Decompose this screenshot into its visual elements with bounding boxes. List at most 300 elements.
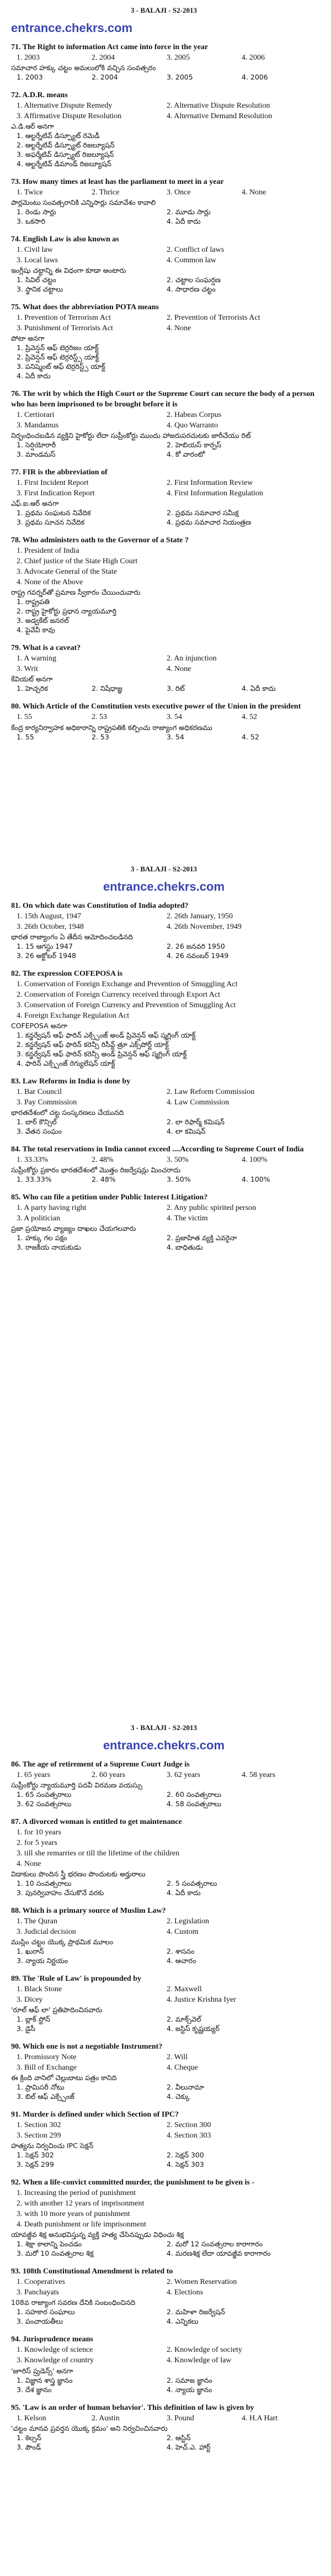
telugu-option: 1. ప్రామిసరీ నోటు bbox=[17, 2083, 65, 2092]
option: 3. Panchayats bbox=[17, 2288, 59, 2297]
option: 2. Section 300 bbox=[167, 2121, 211, 2130]
question-stem: 91. Murder is defined under which Section of IPC? bbox=[11, 2110, 179, 2119]
question-stem: 93. 108th Constitutional Amendment is related to bbox=[11, 2267, 173, 2276]
telugu-options bbox=[11, 1946, 317, 1965]
question-stem: 73. How many times at least has the parliament to meet in a year bbox=[11, 177, 224, 186]
telugu-option: 1. 2003 bbox=[17, 72, 43, 81]
telugu-option: 2. చట్టాల సంఘర్షణ bbox=[167, 275, 221, 284]
english-options bbox=[11, 2345, 317, 2366]
telugu-stem: భారత రాజ్యాంగం ఏ తేదీన ఆమోదించబడినది bbox=[11, 932, 133, 941]
option: 4. H.A Hart bbox=[242, 2414, 278, 2422]
option: 4. The victim bbox=[167, 1214, 208, 1223]
telugu-option: 4. చెక్కు bbox=[167, 2092, 190, 2101]
question bbox=[11, 90, 317, 168]
telugu-option: 2. రాష్ట్ర హైకోర్టు ప్రధాన న్యాయమూర్తి bbox=[17, 607, 117, 616]
telugu-option: 1. కెల్సన్ bbox=[17, 2433, 41, 2442]
page-header: 3 - BALAJI - S2-2013 bbox=[131, 1723, 197, 1732]
telugu-stem: 108వ రాజ్యాంగ సవరణ దేనికి సంబంధించినది bbox=[11, 2298, 136, 2307]
telugu-option: 4. ఆల్టర్నేటివ్ డిమాండ్ రిజల్యూషన్ bbox=[17, 159, 111, 168]
option: 3. Writ bbox=[17, 665, 38, 674]
telugu-stem: ఎ.డి.ఆర్ అనగా bbox=[11, 121, 54, 130]
option: 1. for 10 years bbox=[17, 1828, 61, 1837]
option: 1. A warning bbox=[17, 654, 56, 663]
option: 3. Bill of Exchange bbox=[17, 2064, 77, 2072]
question bbox=[11, 969, 317, 1068]
question-stem: 82. The expression COFEPOSA is bbox=[11, 969, 123, 978]
question bbox=[11, 643, 317, 693]
telugu-stem: ప్రజా ప్రయోజన వ్యాజ్యం దాఖలు చేయగలవారు bbox=[11, 1224, 136, 1233]
english-options bbox=[11, 1770, 317, 1780]
telugu-option: 4. పైవేవీ కావు bbox=[17, 626, 55, 634]
telugu-option: 3. వేతన సంఘం bbox=[17, 1126, 62, 1135]
telugu-option: 3. న్యాయ నిర్ణయం bbox=[17, 1956, 68, 1965]
option: 3. 50% bbox=[167, 1155, 189, 1164]
telugu-option: 2. 60 సంవత్సరాలు bbox=[167, 1790, 222, 1799]
telugu-option: 3. సెక్షన్ 299 bbox=[17, 2160, 54, 2169]
option: 3. Knowledge of country bbox=[17, 2356, 94, 2365]
telugu-option: 4. కో వారంటో bbox=[167, 450, 205, 459]
question bbox=[11, 1759, 317, 1808]
question-stem: 86. The age of retirement of a Supreme Court Judge is bbox=[11, 1760, 190, 1769]
question bbox=[11, 2109, 317, 2169]
telugu-option: 1. హెచ్చరిక bbox=[17, 684, 48, 693]
english-options bbox=[11, 100, 317, 121]
option: 1. 65 years bbox=[17, 1770, 51, 1779]
option: 4. None of the Above bbox=[17, 578, 83, 587]
option: 2. Law Reform Commission bbox=[167, 1087, 255, 1096]
option: 2. Women Reservation bbox=[167, 2278, 237, 2287]
question bbox=[11, 302, 317, 380]
question bbox=[11, 1974, 317, 2033]
option: 4. 26th November, 1949 bbox=[167, 922, 242, 931]
question bbox=[11, 1076, 317, 1136]
option: 1. Bar Council bbox=[17, 1087, 62, 1096]
telugu-options bbox=[11, 684, 317, 693]
question-stem: 81. On which date was Constitution of India adopted? bbox=[11, 901, 189, 910]
telugu-option: 4. న్యాయ జ్ఞానం bbox=[167, 2385, 212, 2394]
english-options bbox=[11, 546, 317, 588]
english-options bbox=[11, 1984, 317, 2005]
option: 2. Chief justice of the State High Court bbox=[17, 557, 138, 566]
telugu-options bbox=[11, 1790, 317, 1808]
telugu-option: 1. సివిల్ చట్టం bbox=[17, 275, 56, 284]
option: 4. 52 bbox=[242, 713, 257, 722]
question-stem: 88. Which is a primary source of Muslim Law? bbox=[11, 1906, 166, 1915]
telugu-option: 1. 10 సంవత్సరాలు bbox=[17, 1879, 72, 1887]
option: 2. An injunction bbox=[167, 654, 217, 663]
option: 4. Knowledge of law bbox=[167, 2356, 232, 2365]
option: 4. Section 303 bbox=[167, 2131, 211, 2140]
option: 3. Advocate General of the State bbox=[17, 568, 117, 576]
telugu-stem: 'చట్టం మానవ ప్రవర్తన యొక్క క్రమం' అని నిర్వచించినవారు bbox=[11, 2424, 168, 2432]
telugu-option: 3. స్థానిక చట్టాలు bbox=[17, 284, 63, 293]
question-stem: 85. Who can file a petition under Public Interest Litigation? bbox=[11, 1193, 208, 1202]
option: 4. Elections bbox=[167, 2288, 204, 2297]
english-options bbox=[11, 2188, 317, 2230]
option: 1. First Incident Report bbox=[17, 479, 89, 488]
telugu-option: 3. 2005 bbox=[167, 72, 193, 81]
telugu-option: 3. మరో 10 సంవత్సరాల శిక్ష bbox=[17, 2249, 94, 2258]
telugu-option: 4. ఎన్నికలు bbox=[167, 2317, 199, 2326]
option: 2. 53 bbox=[92, 713, 107, 722]
telugu-stem: ఎఫ్.ఐ.ఆర్ అనగా bbox=[11, 499, 59, 508]
english-options bbox=[11, 911, 317, 932]
telugu-option: 1. ప్రివెన్షన్ ఆఫ్ టెర్రరిజం యాక్ట్ bbox=[17, 343, 99, 352]
option: 3. Mandamus bbox=[17, 421, 59, 430]
option: 1. Twice bbox=[17, 188, 43, 197]
option: 2. Will bbox=[167, 2053, 188, 2062]
telugu-option: 3. అఫర్మేటివ్ డిస్ప్యూట్ రిజల్యూషన్ bbox=[17, 150, 114, 158]
option: 4. Alternative Demand Resolution bbox=[167, 112, 273, 120]
question-stem: 92. When a life-convict committed murder, the punishment to be given is - bbox=[11, 2178, 254, 2187]
telugu-options bbox=[11, 2082, 317, 2101]
question-stem: 74. English Law is also known as bbox=[11, 235, 119, 244]
option: 2. Conflict of laws bbox=[167, 245, 225, 254]
telugu-option: 2. మాక్స్‌వెల్ bbox=[167, 2014, 201, 2023]
telugu-option: 2. 53 bbox=[92, 732, 109, 741]
telugu-option: 3. ఒకసారి bbox=[17, 216, 45, 225]
english-options bbox=[11, 478, 317, 499]
telugu-stem: 'రూల్ ఆఫ్ లా' ప్రతిపాదించినవారు bbox=[11, 2005, 103, 2014]
telugu-options bbox=[11, 1233, 317, 1252]
telugu-option: 4. ఏదీ కాదు bbox=[242, 684, 276, 693]
telugu-option: 4. ఫారిన్ ఎక్స్చేంజ్ రెగ్యులేషన్ యాక్ట్ bbox=[17, 1059, 115, 1067]
question-stem: 76. The writ by which the High Court or the Supreme Court can secure the body of a person who has been imprisoned to be brought before it is bbox=[11, 389, 315, 409]
telugu-option: 4. 2006 bbox=[242, 72, 268, 81]
telugu-options bbox=[11, 131, 317, 168]
telugu-option: 3. 26 అక్టోబర్ 1948 bbox=[17, 951, 77, 960]
option: 1. Certiorari bbox=[17, 411, 55, 420]
english-options bbox=[11, 979, 317, 1021]
telugu-stem: కేవియట్ అనగా bbox=[11, 675, 53, 684]
option: 4. None bbox=[17, 1859, 41, 1868]
option: 1. The Quran bbox=[17, 1917, 57, 1926]
option: 4. Quo Warranto bbox=[167, 421, 218, 430]
telugu-options bbox=[11, 72, 317, 82]
english-options bbox=[11, 1827, 317, 1869]
telugu-option: 1. 65 సంవత్సరాలు bbox=[17, 1790, 72, 1799]
telugu-option: 2. ప్రథమ సమాచార సమీక్ష bbox=[167, 509, 239, 517]
telugu-option: 1. ఖురాన్ bbox=[17, 1946, 44, 1955]
option: 2. Legislation bbox=[167, 1917, 209, 1926]
question bbox=[11, 467, 317, 527]
telugu-options bbox=[11, 343, 317, 380]
question bbox=[11, 42, 317, 82]
question-stem: 80. Which Article of the Constitution vests executive power of the Union in the president bbox=[11, 702, 301, 711]
option: 1. Civil law bbox=[17, 245, 53, 254]
telugu-option: 4. ఆచారం bbox=[167, 1956, 196, 1965]
english-options bbox=[11, 52, 317, 63]
option: 4. None bbox=[167, 665, 191, 674]
telugu-option: 1. సెక్షన్ 302 bbox=[17, 2151, 54, 2160]
telugu-option: 2. ప్రజాహిత వ్యక్తి ఎవరైనా bbox=[167, 1234, 237, 1242]
telugu-options bbox=[11, 1117, 317, 1136]
telugu-stem: ముస్లిం చట్టం యొక్క ప్రాథమిక మూలం bbox=[11, 1937, 114, 1946]
option: 4. Law Commission bbox=[167, 1098, 229, 1107]
telugu-options bbox=[11, 508, 317, 527]
option: 4. Custom bbox=[167, 1927, 199, 1936]
telugu-stem: సమాచార హక్కు చట్టం అమలులోకి వచ్చిన సంవత్సరం bbox=[11, 63, 156, 72]
question-stem: 75. What does the abbreviation POTA means bbox=[11, 303, 159, 311]
telugu-option: 1. ప్రథమ సంఘటన నివేదిక bbox=[17, 509, 91, 517]
telugu-option: 3. దేశ జ్ఞానం bbox=[17, 2385, 52, 2394]
option: 4. 2006 bbox=[242, 53, 265, 62]
telugu-stem: పోటా అనగా bbox=[11, 334, 45, 342]
option: 2. Any public spirited person bbox=[167, 1204, 257, 1213]
page-2 bbox=[0, 859, 331, 1717]
telugu-stem: నిర్బంధించబడిన వ్యక్తిని హైకోర్టు లేదా సుప్రీంకోర్టు ముందు హాజరుపరచుటకు జారీచేయు రిట్ bbox=[11, 431, 251, 440]
option: 2. 60 years bbox=[92, 1770, 126, 1779]
question-stem: 94. Jurisprudence means bbox=[11, 2335, 93, 2344]
option: 3. Pay Commission bbox=[17, 1098, 77, 1107]
page-header: 3 - BALAJI - S2-2013 bbox=[131, 6, 197, 14]
telugu-option: 3. పునర్వివాహం చేసుకొనే వరకు bbox=[17, 1888, 104, 1897]
option: 3. 54 bbox=[167, 713, 182, 722]
telugu-option: 1. రాష్ట్రపతి bbox=[17, 597, 50, 606]
telugu-option: 2. నిషేధాజ్ఞ bbox=[92, 684, 122, 693]
telugu-option: 2. కన్జర్వేషన్ ఆఫ్ ఫారిన్ కరెన్సీ రిసీవ్డ్ త్రూ ఎక్స్‌పోర్ట్ యాక్ట్ bbox=[17, 1040, 169, 1049]
question bbox=[11, 2334, 317, 2394]
telugu-options bbox=[11, 2150, 317, 2169]
telugu-option: 2. లా రిఫార్మ్ కమిషన్ bbox=[167, 1117, 225, 1126]
telugu-options bbox=[11, 1030, 317, 1068]
telugu-option: 2. వీలునామా bbox=[167, 2083, 204, 2092]
option: 2. 48% bbox=[92, 1155, 114, 1164]
option: 1. Promissory Note bbox=[17, 2053, 77, 2062]
telugu-options bbox=[11, 440, 317, 459]
option: 1. 33.33% bbox=[17, 1155, 49, 1164]
option: 1. Conservation of Foreign Exchange and Prevention of Smuggling Act bbox=[17, 980, 238, 988]
telugu-option: 1. 15 ఆగస్టు 1947 bbox=[17, 941, 73, 950]
english-options bbox=[11, 313, 317, 334]
option: 3. Section 299 bbox=[17, 2131, 61, 2140]
telugu-options bbox=[11, 941, 317, 960]
telugu-option: 4. 26 నవంబర్ 1949 bbox=[167, 951, 229, 960]
telugu-option: 4. మరణశిక్ష లేదా యావజ్జీవ కారాగారం bbox=[167, 2249, 271, 2258]
option: 1. Black Stone bbox=[17, 1985, 62, 1993]
question-stem: 71. The Right to information Act came into force in the year bbox=[11, 43, 209, 51]
option: 3. 2005 bbox=[167, 53, 190, 62]
telugu-option: 4. ఏదీ కాదు bbox=[17, 371, 51, 380]
telugu-option: 3. 62 సంవత్సరాలు bbox=[17, 1799, 72, 1808]
option: 2. Knowledge of society bbox=[167, 2346, 242, 2355]
english-options bbox=[11, 1087, 317, 1108]
telugu-option: 3. పనిష్మెంట్ ఆఫ్ టెర్రరిస్ట్స్ యాక్ట్ bbox=[17, 362, 105, 371]
telugu-option: 1. 33.33% bbox=[17, 1175, 52, 1183]
telugu-options bbox=[11, 2433, 317, 2452]
question-stem: 90. Which one is not a negotiable Instrument? bbox=[11, 2042, 163, 2051]
telugu-option: 3. పౌండ్ bbox=[17, 2442, 41, 2451]
telugu-stem: యావజ్జీవ శిక్ష అనుభవిస్తున్న వ్యక్తి హత్య చేసినప్పుడు విధించు శిక్ష bbox=[11, 2230, 184, 2239]
telugu-option: 3. మాండమస్ bbox=[17, 450, 56, 459]
english-options bbox=[11, 2277, 317, 2298]
telugu-stem: సుప్రీంకోర్టు న్యాయమూర్తి పదవీ విరమణ వయస్సు bbox=[11, 1780, 142, 1789]
question bbox=[11, 1192, 317, 1252]
option: 1. Section 302 bbox=[17, 2121, 61, 2130]
watermark-text: entrance.chekrs.com bbox=[11, 20, 133, 35]
telugu-option: 3. 50% bbox=[167, 1175, 191, 1183]
watermark-text: entrance.chekrs.com bbox=[103, 1738, 225, 1752]
option: 4. Common law bbox=[167, 256, 216, 265]
option: 4. Death punishment or life imprisonment bbox=[17, 2220, 146, 2229]
question-stem: 78. Who administers oath to the Governor of a State ? bbox=[11, 536, 189, 545]
english-options bbox=[11, 187, 317, 198]
option: 2. with another 12 years of imprisonment bbox=[17, 2199, 145, 2208]
telugu-options bbox=[11, 732, 317, 742]
question bbox=[11, 701, 317, 741]
question bbox=[11, 2403, 317, 2452]
telugu-stem: భారతదేశంలో చట్ట సంస్కరణలు చేయునది bbox=[11, 1108, 124, 1117]
option: 3. 26th October, 1948 bbox=[17, 922, 84, 931]
option: 4. None bbox=[242, 188, 266, 197]
telugu-option: 2. మరో 12 సంవత్సరాల కారాగారం bbox=[167, 2240, 263, 2249]
question bbox=[11, 1817, 317, 1897]
option: 1. Increasing the period of punishment bbox=[17, 2189, 136, 2198]
question bbox=[11, 1906, 317, 1965]
option: 1. Knowledge of science bbox=[17, 2346, 93, 2355]
option: 2. 26th January, 1950 bbox=[167, 912, 233, 921]
english-options bbox=[11, 1916, 317, 1937]
question bbox=[11, 1144, 317, 1184]
telugu-option: 1. బ్లాక్ స్టోన్ bbox=[17, 2014, 50, 2023]
telugu-stem: COFEPOSA అనగా bbox=[11, 1021, 68, 1030]
telugu-option: 2. 26 జనవరి 1950 bbox=[167, 941, 225, 950]
option: 2. Conservation of Foreign Currency received through Export Act bbox=[17, 990, 220, 999]
english-options bbox=[11, 712, 317, 722]
telugu-option: 2. హెబియస్ కార్పస్ bbox=[167, 441, 222, 449]
option: 3. Dicey bbox=[17, 1995, 43, 2004]
telugu-option: 3. పంచాయతీలు bbox=[17, 2317, 63, 2326]
page-3 bbox=[0, 1717, 331, 2576]
option: 3. Pound bbox=[167, 2414, 194, 2422]
english-options bbox=[11, 2052, 317, 2073]
option: 4. None bbox=[167, 324, 191, 332]
option: 3. with 10 more years of punishment bbox=[17, 2210, 130, 2219]
telugu-options bbox=[11, 207, 317, 226]
telugu-option: 1. సహకార సంఘాలు bbox=[17, 2308, 75, 2316]
option: 1. 55 bbox=[17, 713, 32, 722]
question-stem: 84. The total reservations in India cannot exceed ....According to Supreme Court of India bbox=[11, 1145, 304, 1154]
telugu-option: 2. ప్రివెన్షన్ ఆఫ్ టెర్రరిస్ట్స్ యాక్ట్ bbox=[17, 352, 99, 361]
question bbox=[11, 2041, 317, 2101]
option: 2. Prevention of Terrorists Act bbox=[167, 313, 260, 322]
telugu-option: 4. లా కమిషన్ bbox=[167, 1126, 206, 1135]
option: 4. First Information Regulation bbox=[167, 489, 263, 498]
telugu-stem: 'జూరిస్ ప్రుడెన్స్' అనగా bbox=[11, 2366, 73, 2375]
telugu-option: 2. 5 సంవత్సరాలు bbox=[167, 1879, 217, 1887]
question bbox=[11, 535, 317, 634]
telugu-option: 4. 100% bbox=[242, 1175, 270, 1183]
question-stem: 87. A divorced woman is entitled to get maintenance bbox=[11, 1817, 182, 1826]
option: 2. Thrice bbox=[92, 188, 120, 197]
telugu-option: 1. బార్ కౌన్సిల్ bbox=[17, 1117, 57, 1126]
telugu-stem: పార్లమెంటు సంవత్సరానికి ఎన్నిసార్లు సమావేశం కావాలి bbox=[11, 198, 156, 207]
telugu-option: 2. ఆస్టిన్ bbox=[167, 2433, 191, 2442]
telugu-option: 1. కన్జర్వేషన్ ఆఫ్ ఫారిన్ ఎక్స్చేంజ్ అండ్ ప్రివెన్షన్ ఆఫ్ స్మగ్లింగ్ యాక్ట్ bbox=[17, 1030, 196, 1039]
telugu-options bbox=[11, 1879, 317, 1897]
option: 4. Foreign Exchange Regulation Act bbox=[17, 1011, 130, 1020]
telugu-option: 3. రాజకీయ నాయకుడు bbox=[17, 1243, 81, 1252]
telugu-option: 1. సెర్షియోరారీ bbox=[17, 441, 56, 449]
option: 2. Austin bbox=[92, 2414, 120, 2422]
question-stem: 83. Law Reforms in India is done by bbox=[11, 1077, 131, 1086]
option: 3. Affirmative Dispute Resolution bbox=[17, 112, 122, 120]
question bbox=[11, 2177, 317, 2258]
option: 3. Conservation of Foreign Currency and Prevention of Smuggling Act bbox=[17, 1001, 236, 1009]
telugu-option: 2. ఆల్టర్నేటివ్ డిస్ప్యూట్ రిజల్యూషన్ bbox=[17, 140, 115, 149]
option: 2. for 5 years bbox=[17, 1838, 57, 1847]
question-stem: 72. A.D.R. means bbox=[11, 91, 68, 99]
question bbox=[11, 177, 317, 226]
telugu-stem: సుప్రీంకోర్టు ప్రకారం భారతదేశంలో మొత్తం రిజర్వేషన్లు మించరాదు bbox=[11, 1165, 181, 1174]
telugu-option: 2. సమాజ జ్ఞానం bbox=[167, 2376, 212, 2384]
question-stem: 79. What is a caveat? bbox=[11, 644, 81, 653]
option: 3. till she remarries or till the lifetime of the children bbox=[17, 1849, 180, 1858]
telugu-options bbox=[11, 2307, 317, 2326]
question-stem: 95. 'Law is an order of human behavior'. This definition of law is given by bbox=[11, 2403, 254, 2412]
option: 4. Cheque bbox=[167, 2064, 198, 2072]
telugu-option: 4. 52 bbox=[242, 732, 259, 741]
telugu-option: 3. డైసీ bbox=[17, 2024, 35, 2033]
option: 3. A politician bbox=[17, 1214, 60, 1223]
option: 1. Kelson bbox=[17, 2414, 46, 2422]
telugu-stem: రాష్ట్ర గవర్నర్‌తో ప్రమాణ స్వీకారం చేయించువారు bbox=[11, 588, 141, 597]
option: 1. 2003 bbox=[17, 53, 40, 62]
page-1 bbox=[0, 0, 331, 859]
telugu-option: 1. 55 bbox=[17, 732, 34, 741]
telugu-option: 2. సెక్షన్ 300 bbox=[167, 2151, 204, 2160]
question-stem: 77. FIR is the abbreviation of bbox=[11, 468, 108, 477]
telugu-option: 3. ప్రథమ సూచన నివేదిక bbox=[17, 518, 85, 527]
option: 1. 15th August, 1947 bbox=[17, 912, 82, 921]
telugu-option: 4. 58 సంవత్సరాలు bbox=[167, 1799, 222, 1808]
telugu-option: 3. 54 bbox=[167, 732, 184, 741]
option: 4. 100% bbox=[242, 1155, 268, 1164]
telugu-stem: ఈ క్రింది వానిలో చెల్లుబాటు పత్రం కానిది bbox=[11, 2074, 117, 2082]
question bbox=[11, 389, 317, 459]
option: 1. A party having right bbox=[17, 1204, 87, 1213]
question bbox=[11, 901, 317, 960]
option: 3. First Indication Report bbox=[17, 489, 95, 498]
option: 1. Alternative Dispute Remedy bbox=[17, 101, 113, 110]
telugu-options bbox=[11, 2376, 317, 2394]
telugu-option: 3. కన్జర్వేషన్ ఆఫ్ ఫారిన్ కరెన్సీ అండ్ ప్రివెన్షన్ ఆఫ్ స్మగ్లింగ్ యాక్ట్ bbox=[17, 1049, 187, 1058]
telugu-option: 1. విజ్ఞాన శాస్త్ర జ్ఞానం bbox=[17, 2376, 73, 2384]
option: 4. 58 years bbox=[242, 1770, 276, 1779]
telugu-option: 4. ప్రథమ సమాచార నియంత్రణ bbox=[167, 518, 252, 527]
telugu-stem: కేంద్ర కార్యనిర్వాహక అధికారాన్ని రాష్ట్రపతికి కల్పించు రాజ్యాంగ అధికరణము bbox=[11, 723, 212, 732]
option: 2. First Information Review bbox=[167, 479, 253, 488]
english-options bbox=[11, 2413, 317, 2424]
telugu-option: 4. సాధారణ చట్టం bbox=[167, 284, 216, 293]
option: 1. President of India bbox=[17, 547, 79, 556]
telugu-stem: విడాకులు పొందిన స్త్రీ భరణం పొందుటకు అర్హురాలు bbox=[11, 1869, 146, 1878]
telugu-option: 4. సెక్షన్ 303 bbox=[167, 2160, 204, 2169]
english-options bbox=[11, 410, 317, 431]
option: 3. 62 years bbox=[167, 1770, 201, 1779]
telugu-option: 2. మూడు సార్లు bbox=[167, 207, 211, 216]
telugu-stem: హత్యను నిర్వచించు IPC సెక్షన్ bbox=[11, 2141, 93, 2150]
page-header: 3 - BALAJI - S2-2013 bbox=[131, 865, 197, 873]
telugu-option: 1. హక్కు గల పక్షం bbox=[17, 1234, 67, 1242]
telugu-options bbox=[11, 1175, 317, 1184]
telugu-option: 3. అడ్వకేట్ జనరల్ bbox=[17, 616, 69, 625]
question bbox=[11, 2266, 317, 2326]
option: 4. Justice Krishna Iyer bbox=[167, 1995, 236, 2004]
question bbox=[11, 234, 317, 294]
english-options bbox=[11, 245, 317, 266]
telugu-options bbox=[11, 275, 317, 294]
